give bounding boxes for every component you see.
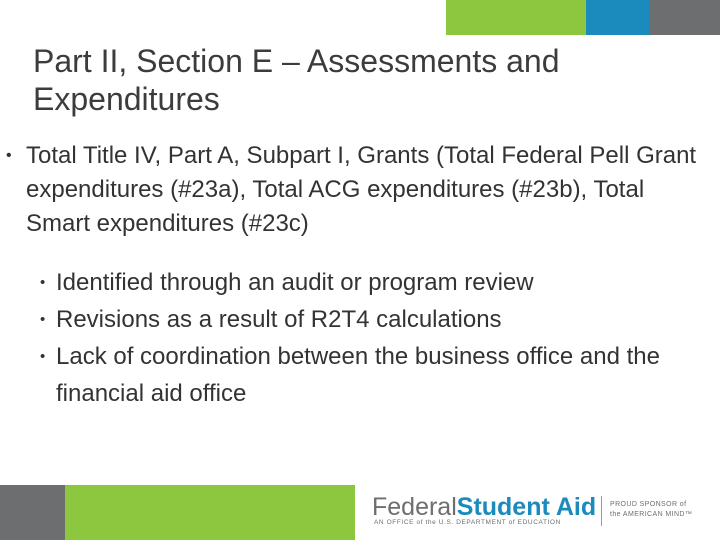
sub-bullet-list: [40, 264, 720, 412]
sub-bullet-marker: •: [40, 274, 46, 291]
slide-title: Part II, Section E – Assessments and Expenditures: [33, 43, 560, 117]
top-green-bar: [446, 0, 586, 35]
sponsor-line-2: the AMERICAN MIND™: [610, 511, 693, 518]
sub-bullet-marker: •: [40, 311, 46, 328]
federal-student-aid-logo: [372, 492, 717, 534]
logo-student-aid-text: Student Aid: [456, 493, 597, 521]
sub-bullet-item: [40, 264, 720, 301]
sub-bullet-item: [40, 338, 720, 412]
sponsor-tagline: [610, 500, 692, 520]
main-bullet: [6, 139, 706, 241]
top-blue-bar: [586, 0, 650, 35]
sub-bullet-marker: •: [40, 348, 46, 365]
bottom-gray-bar: [0, 485, 65, 540]
sub-bullet-text: Revisions as a result of R2T4 calculations: [56, 306, 502, 333]
logo-subtitle: AN OFFICE of the U.S. DEPARTMENT of EDUCATION: [374, 519, 561, 526]
logo-federal-text: Federal: [372, 493, 457, 521]
top-gray-bar: [650, 0, 720, 35]
bottom-green-bar: [65, 485, 355, 540]
sponsor-line-1: PROUD SPONSOR of: [610, 501, 687, 508]
sub-bullet-text: Identified through an audit or program review: [56, 269, 534, 296]
sub-bullet-item: [40, 301, 720, 338]
sub-bullet-text: Lack of coordination between the business office and the financial aid office: [56, 343, 660, 407]
logo-wordmark: [372, 492, 596, 522]
bullet-marker: •: [6, 147, 12, 164]
logo-divider: [601, 496, 602, 526]
main-bullet-text: Total Title IV, Part A, Subpart I, Grants (Total Federal Pell Grant expenditures (#23a), Total ACG expenditures (#23b), Total Smart expenditures (#23c): [26, 142, 697, 237]
